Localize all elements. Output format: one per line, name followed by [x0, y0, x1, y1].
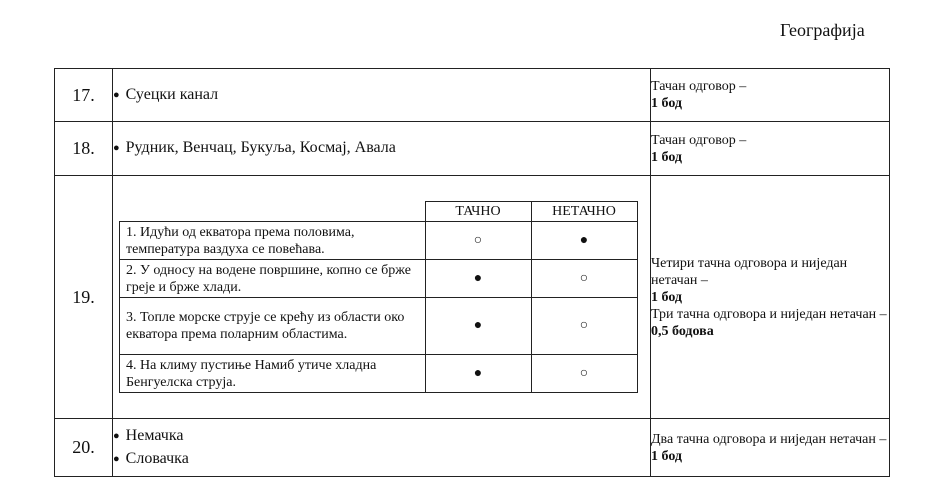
scoring-cell [651, 122, 890, 176]
incorrect-mark: ● [531, 222, 637, 260]
statement-row [120, 222, 638, 260]
statement-text: 3. Топле морске струје се крећу из области око екватора према поларним областима. [120, 298, 426, 355]
scoring-text: Тачан одговор – [651, 79, 747, 94]
scoring-points: 0,5 бодова [651, 323, 714, 339]
question-number: 18. [55, 122, 113, 176]
statement-row [120, 260, 638, 298]
answer-item: ● Рудник, Венчац, Букуља, Космај, Авала [113, 137, 650, 160]
answer-item: ● Немачка [113, 425, 650, 448]
correct-mark: ● [425, 355, 531, 393]
question-number: 17. [55, 69, 113, 122]
scoring-points: 1 бод [651, 149, 682, 165]
scoring-points: 1 бод [651, 96, 682, 111]
incorrect-mark: ○ [531, 298, 637, 355]
correct-mark: ○ [425, 222, 531, 260]
statement-text: 1. Идући од екватора према половима, температура ваздуха се повећава. [120, 222, 426, 260]
statement-row [120, 298, 638, 355]
scoring-points: 1 бод [651, 448, 682, 464]
scoring-text: Тачан одговор – [651, 132, 747, 148]
answer-cell [113, 122, 651, 176]
column-header-correct: ТАЧНО [425, 202, 531, 222]
column-header-incorrect: НЕТАЧНО [531, 202, 637, 222]
answer-key-table [54, 68, 890, 477]
question-number: 20. [55, 419, 113, 477]
answer-cell [113, 69, 651, 122]
statement-text: 2. У односу на водене површине, копно се брже греје и брже хлади. [120, 260, 426, 298]
incorrect-mark: ○ [531, 355, 637, 393]
question-number: 19. [55, 176, 113, 419]
answer-item: ● Суецки канал [113, 84, 650, 107]
scoring-text: Два тачна одговора и ниједан нетачан – [651, 431, 887, 447]
scoring-cell [651, 176, 890, 419]
answer-cell [113, 176, 651, 419]
scoring-points: 1 бод [651, 289, 682, 305]
statement-text: 4. На климу пустиње Намиб утиче хладна Бенгуелска струја. [120, 355, 426, 393]
true-false-table [119, 201, 638, 393]
subject-title: Географија [780, 20, 865, 40]
statement-row [120, 355, 638, 393]
scoring-text: Три тачна одговора и ниједан нетачан – [651, 306, 887, 322]
scoring-cell [651, 69, 890, 122]
header-spacer [120, 202, 426, 222]
correct-mark: ● [425, 298, 531, 355]
table-row [55, 69, 890, 122]
correct-mark: ● [425, 260, 531, 298]
table-row [55, 176, 890, 419]
scoring-cell [651, 419, 890, 477]
answer-item: ● Словачка [113, 448, 650, 471]
answer-cell [113, 419, 651, 477]
table-row [55, 419, 890, 477]
scoring-text: Четири тачна одговора и ниједан нетачан – [651, 255, 848, 288]
incorrect-mark: ○ [531, 260, 637, 298]
table-row [55, 122, 890, 176]
